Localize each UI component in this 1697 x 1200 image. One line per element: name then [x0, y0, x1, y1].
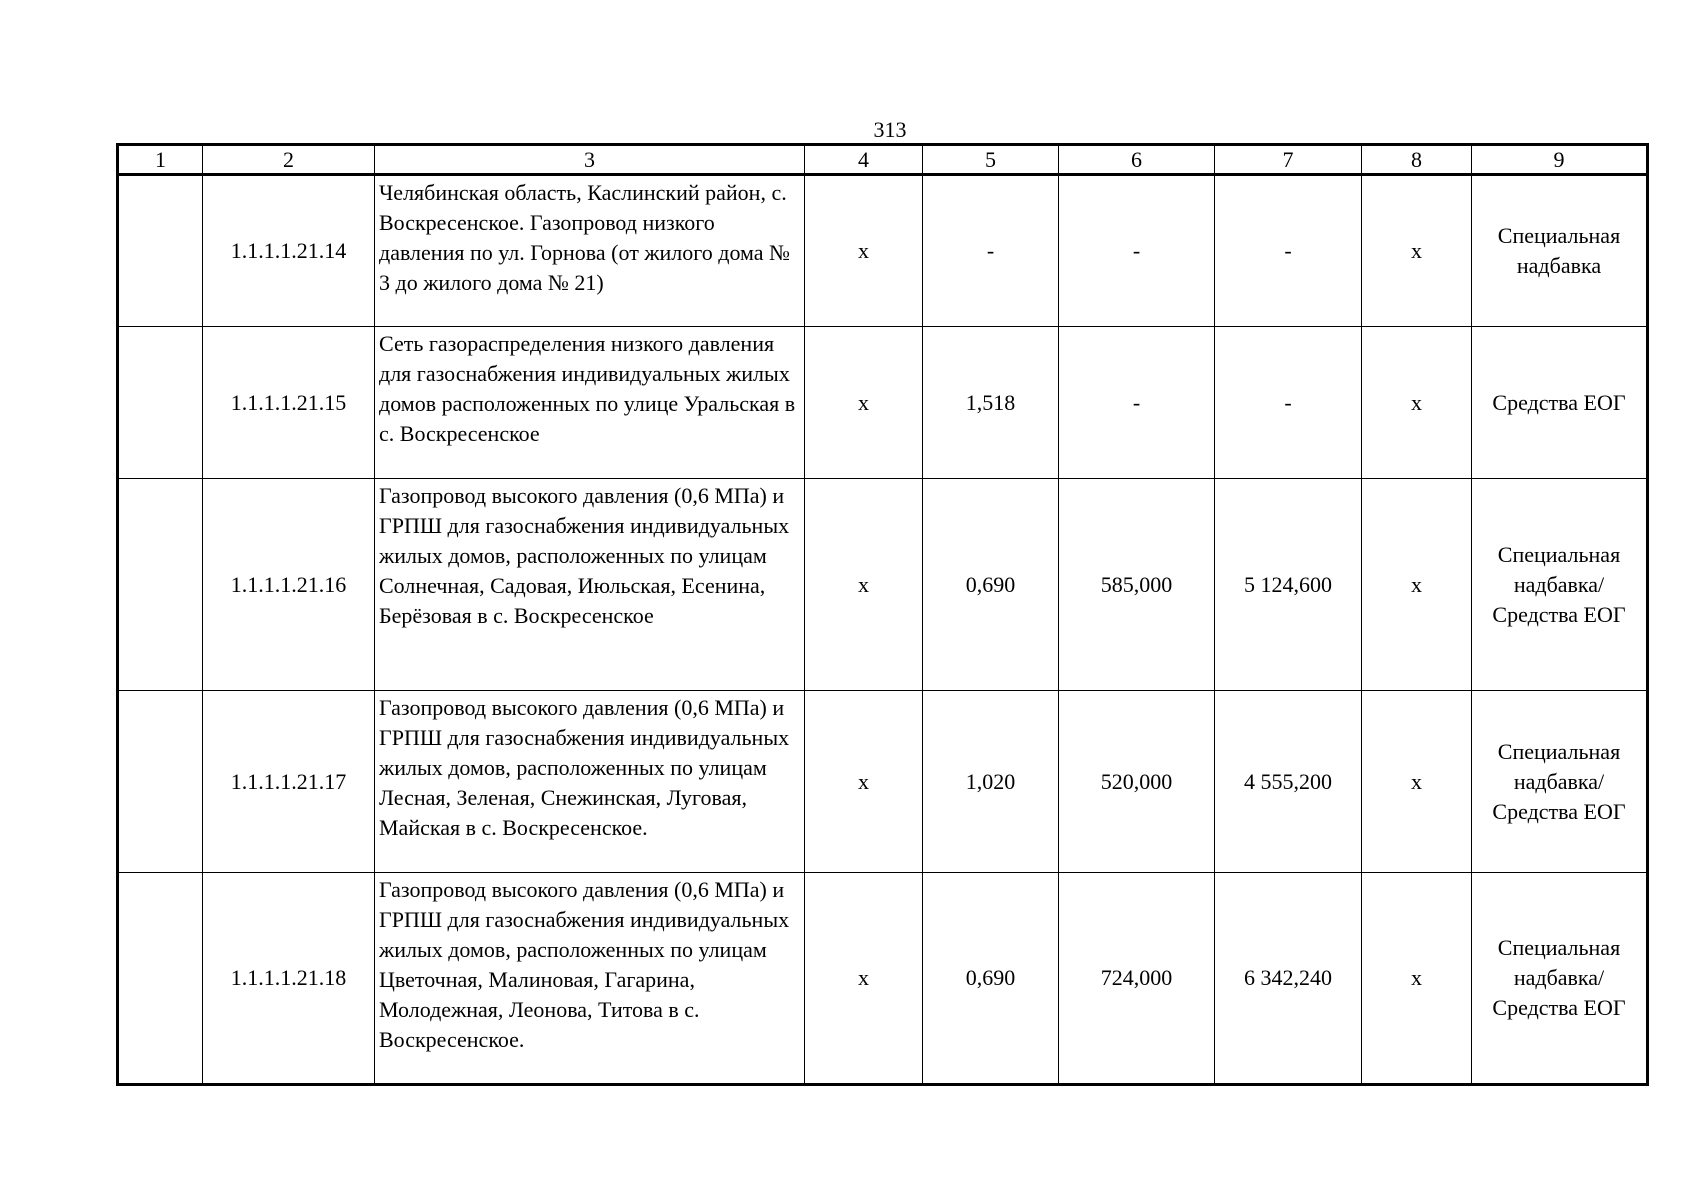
cell-col7: 6 342,240: [1215, 873, 1362, 1085]
cell-col4: x: [805, 479, 923, 691]
cell-description: Газопровод высокого давления (0,6 МПа) и ГРПШ для газоснабжения индивидуальных жилых домов, расположенных по улицам Цветочная, Малиновая, Гагарина, Молодежная, Леонова, Титова в с. Воскресенское.: [375, 873, 805, 1085]
table-row: [118, 691, 1648, 873]
cell-col6: 585,000: [1059, 479, 1215, 691]
cell-code: 1.1.1.1.21.16: [203, 479, 375, 691]
cell-col8: x: [1362, 327, 1472, 479]
cell-description: Сеть газораспределения низкого давления для газоснабжения индивидуальных жилых домов расположенных по улице Уральская в с. Воскресенское: [375, 327, 805, 479]
cell-col6: -: [1059, 175, 1215, 327]
cell-col7: -: [1215, 327, 1362, 479]
header-row: [118, 145, 1648, 175]
cell-col1: [118, 873, 203, 1085]
cell-col5: 1,518: [923, 327, 1059, 479]
cell-code: 1.1.1.1.21.15: [203, 327, 375, 479]
col-header-7: 7: [1215, 145, 1362, 175]
cell-col6: -: [1059, 327, 1215, 479]
col-header-6: 6: [1059, 145, 1215, 175]
cell-description: Челябинская область, Каслинский район, с. Воскресенское. Газопровод низкого давления по ул. Горнова (от жилого дома № 3 до жилого дома № 21): [375, 175, 805, 327]
cell-description: Газопровод высокого давления (0,6 МПа) и ГРПШ для газоснабжения индивидуальных жилых домов, расположенных по улицам Лесная, Зеленая, Снежинская, Луговая, Майская в с. Воскресенское.: [375, 691, 805, 873]
table-row: [118, 479, 1648, 691]
cell-col1: [118, 327, 203, 479]
cell-funding-source: Специальная надбавка/Средства ЕОГ: [1472, 873, 1648, 1085]
table-row: [118, 873, 1648, 1085]
cell-col8: x: [1362, 873, 1472, 1085]
cell-col1: [118, 691, 203, 873]
cell-funding-source: Специальная надбавка/Средства ЕОГ: [1472, 691, 1648, 873]
investment-table: [116, 143, 1649, 1086]
col-header-3: 3: [375, 145, 805, 175]
table-row: [118, 175, 1648, 327]
cell-col5: 0,690: [923, 873, 1059, 1085]
page-number: 313: [873, 117, 907, 142]
cell-code: 1.1.1.1.21.18: [203, 873, 375, 1085]
cell-funding-source: Средства ЕОГ: [1472, 327, 1648, 479]
col-header-8: 8: [1362, 145, 1472, 175]
cell-code: 1.1.1.1.21.17: [203, 691, 375, 873]
cell-col5: -: [923, 175, 1059, 327]
cell-code: 1.1.1.1.21.14: [203, 175, 375, 327]
cell-col8: x: [1362, 691, 1472, 873]
cell-col4: x: [805, 691, 923, 873]
table-row: [118, 327, 1648, 479]
cell-col4: x: [805, 327, 923, 479]
cell-col5: 0,690: [923, 479, 1059, 691]
col-header-2: 2: [203, 145, 375, 175]
cell-funding-source: Специальная надбавка/Средства ЕОГ: [1472, 479, 1648, 691]
cell-col6: 520,000: [1059, 691, 1215, 873]
col-header-9: 9: [1472, 145, 1648, 175]
col-header-1: 1: [118, 145, 203, 175]
cell-col7: 4 555,200: [1215, 691, 1362, 873]
col-header-5: 5: [923, 145, 1059, 175]
cell-col4: x: [805, 873, 923, 1085]
cell-description: Газопровод высокого давления (0,6 МПа) и ГРПШ для газоснабжения индивидуальных жилых домов, расположенных по улицам Солнечная, Садовая, Июльская, Есенина, Берёзовая в с. Воскресенское: [375, 479, 805, 691]
col-header-4: 4: [805, 145, 923, 175]
cell-col8: x: [1362, 175, 1472, 327]
cell-col4: x: [805, 175, 923, 327]
cell-col7: -: [1215, 175, 1362, 327]
cell-col1: [118, 479, 203, 691]
cell-col6: 724,000: [1059, 873, 1215, 1085]
cell-col1: [118, 175, 203, 327]
cell-col5: 1,020: [923, 691, 1059, 873]
cell-funding-source: Специальная надбавка: [1472, 175, 1648, 327]
cell-col7: 5 124,600: [1215, 479, 1362, 691]
cell-col8: x: [1362, 479, 1472, 691]
